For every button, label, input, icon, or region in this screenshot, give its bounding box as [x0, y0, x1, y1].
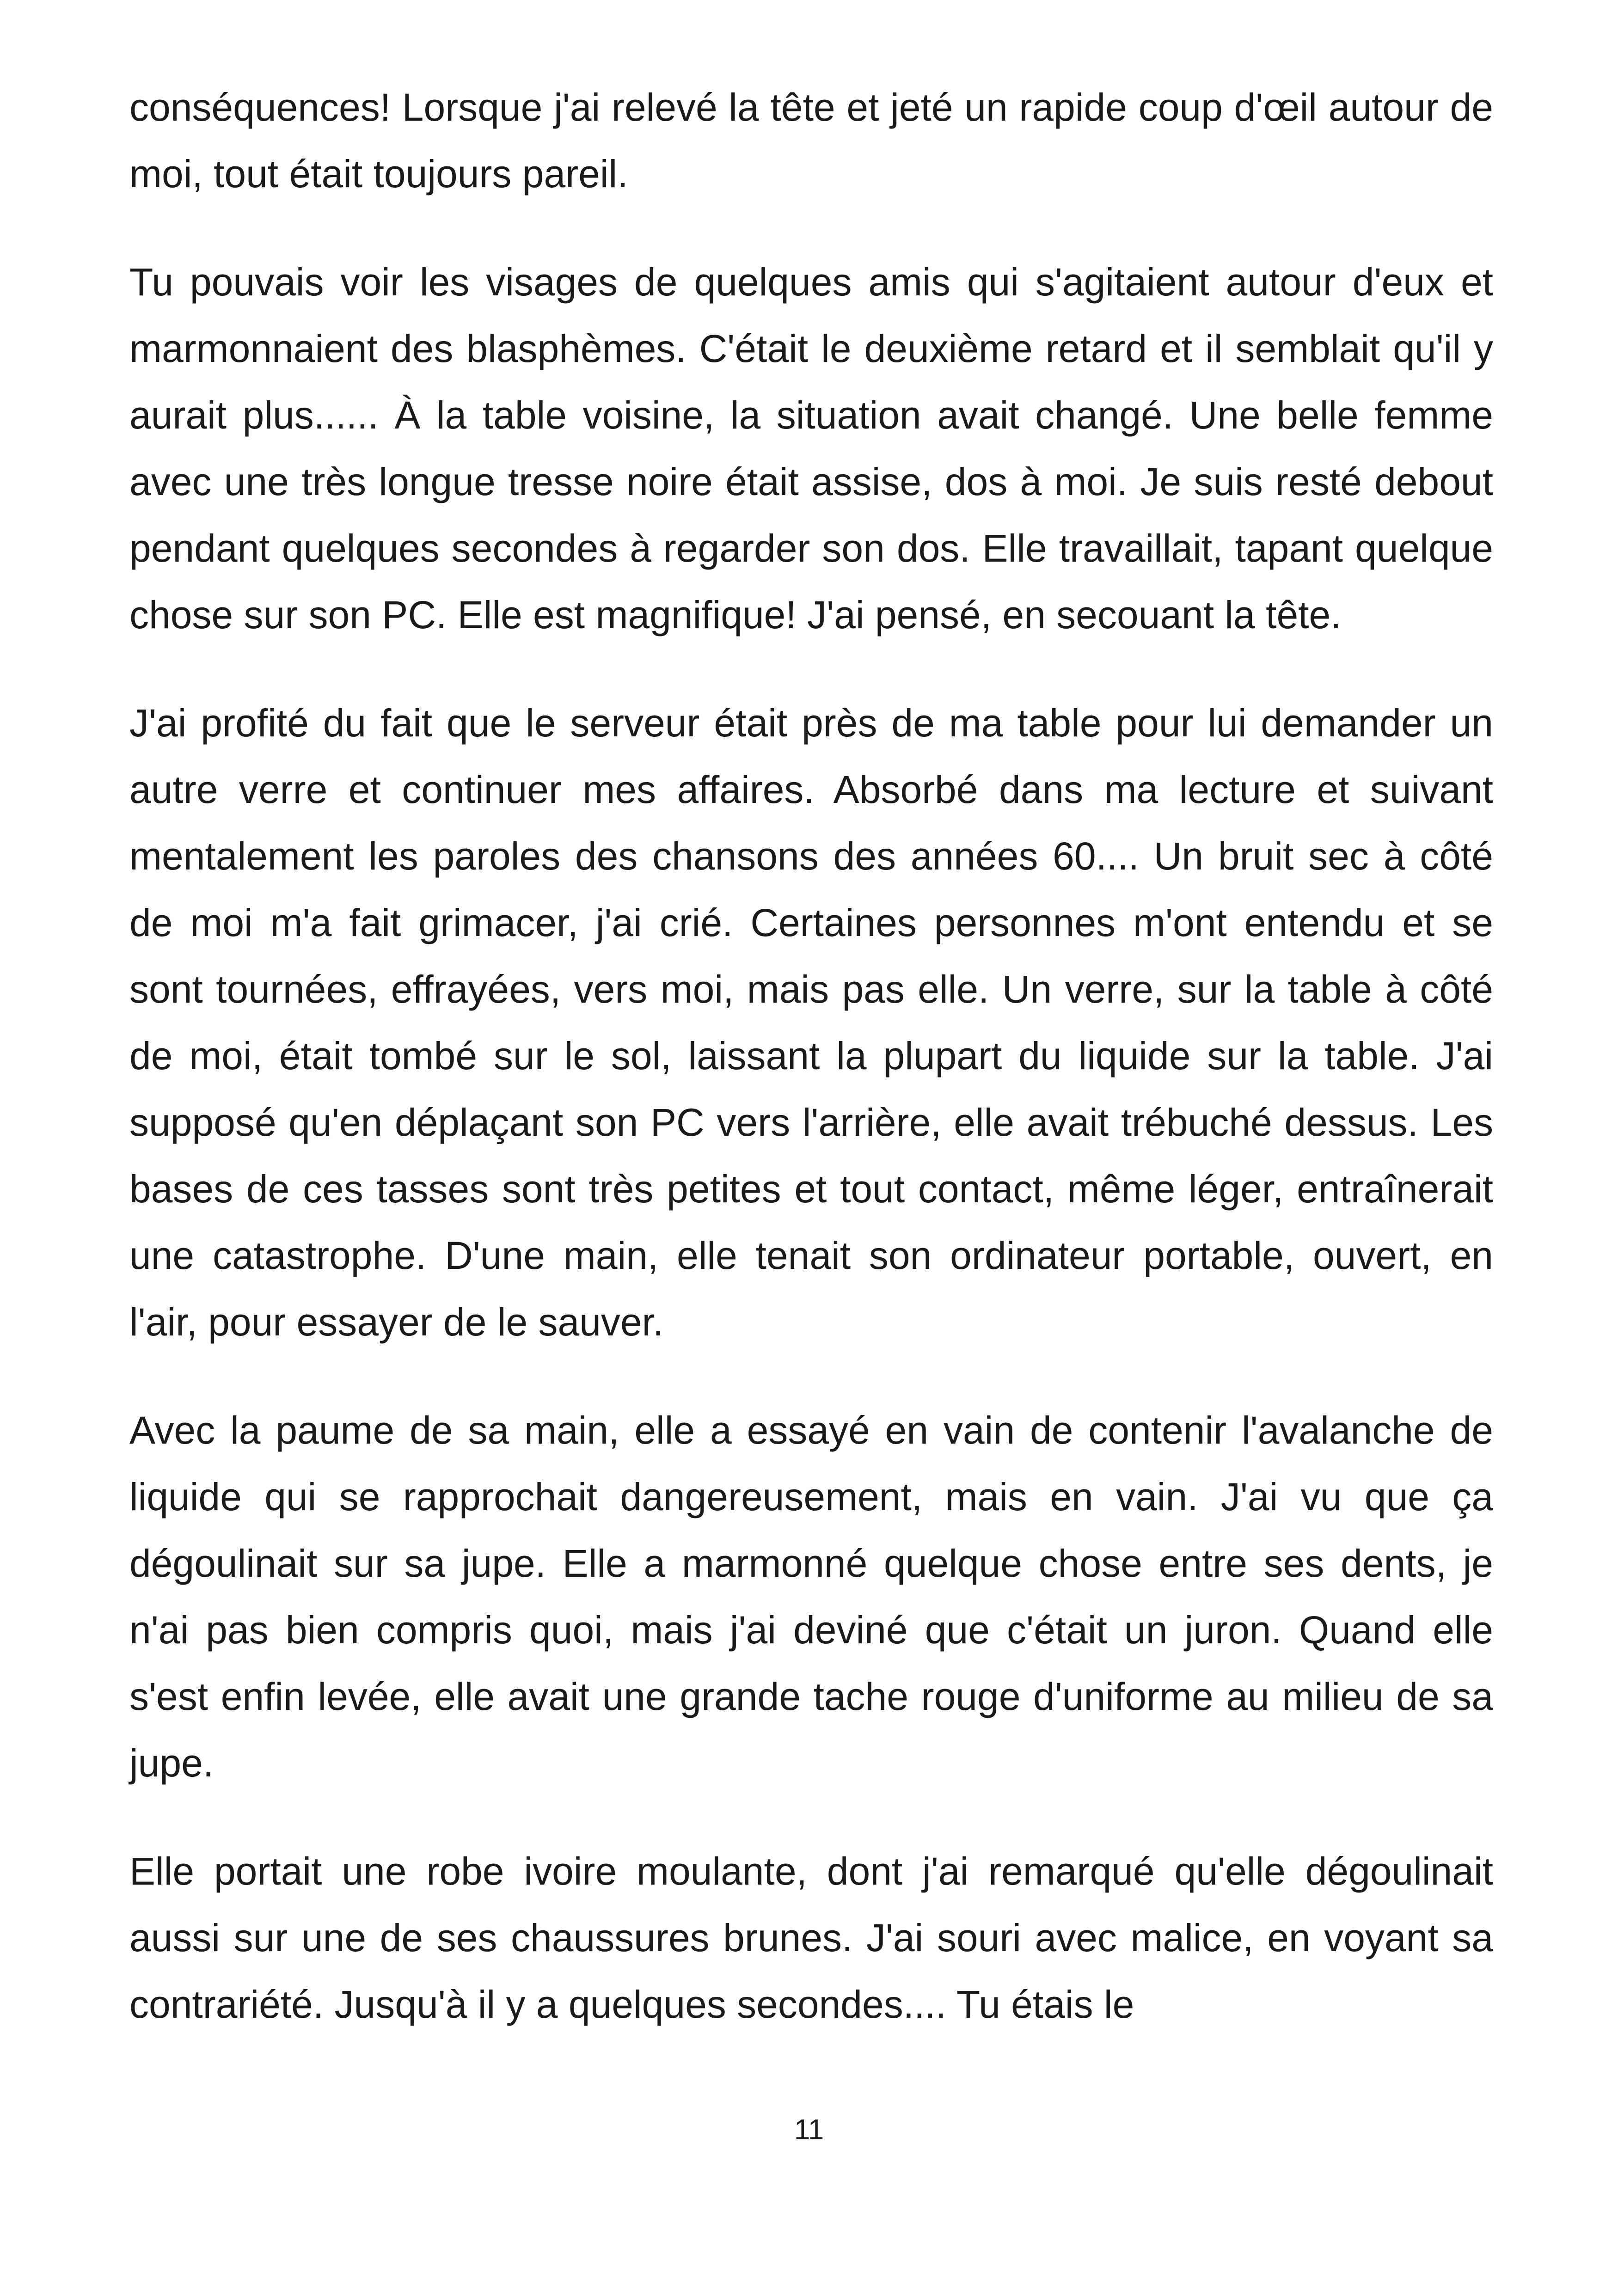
paragraph-1: conséquences! Lorsque j'ai relevé la tête et jeté un rapide coup d'œil autour de moi, tout était toujours pareil. [129, 86, 1493, 196]
body-text [129, 74, 1493, 2079]
paragraph-5: Elle portait une robe ivoire moulante, dont j'ai remarqué qu'elle dégoulinait aussi sur une de ses chaussures brunes. J'ai souri avec malice, en voyant sa contrariété. Jusqu'à il y a quelques secondes.... Tu étais le [129, 1849, 1493, 2026]
paragraph-2: Tu pouvais voir les visages de quelques amis qui s'agitaient autour d'eux et marmonnaient des blasphèmes. C'était le deuxième retard et il semblait qu'il y aurait plus...... À la table voisine, la situation avait changé. Une belle femme avec une très longue tresse noire était assise, dos à moi. Je suis resté debout pendant quelques secondes à regarder son dos. Elle travaillait, tapant quelque chose sur son PC. Elle est magnifique! J'ai pensé, en secouant la tête. [129, 260, 1493, 637]
page-number: 11 [794, 2114, 824, 2146]
paragraph-4: Avec la paume de sa main, elle a essayé en vain de contenir l'avalanche de liquide qui se rapprochait dangereusement, mais en vain. J'ai vu que ça dégoulinait sur sa jupe. Elle a marmonné quelque chose entre ses dents, je n'ai pas bien compris quoi, mais j'ai deviné que c'était un juron. Quand elle s'est enfin levée, elle avait une grande tache rouge d'uniforme au milieu de sa jupe. [129, 1408, 1493, 1785]
paragraph-3: J'ai profité du fait que le serveur était près de ma table pour lui demander un autre verre et continuer mes affaires. Absorbé dans ma lecture et suivant mentalement les paroles des chansons des années 60.... Un bruit sec à côté de moi m'a fait grimacer, j'ai crié. Certaines personnes m'ont entendu et se sont tournées, effrayées, vers moi, mais pas elle. Un verre, sur la table à côté de moi, était tombé sur le sol, laissant la plupart du liquide sur la table. J'ai supposé qu'en déplaçant son PC vers l'arrière, elle avait trébuché dessus. Les bases de ces tasses sont très petites et tout contact, même léger, entraînerait une catastrophe. D'une main, elle tenait son ordinateur portable, ouvert, en l'air, pour essayer de le sauver. [129, 701, 1493, 1344]
